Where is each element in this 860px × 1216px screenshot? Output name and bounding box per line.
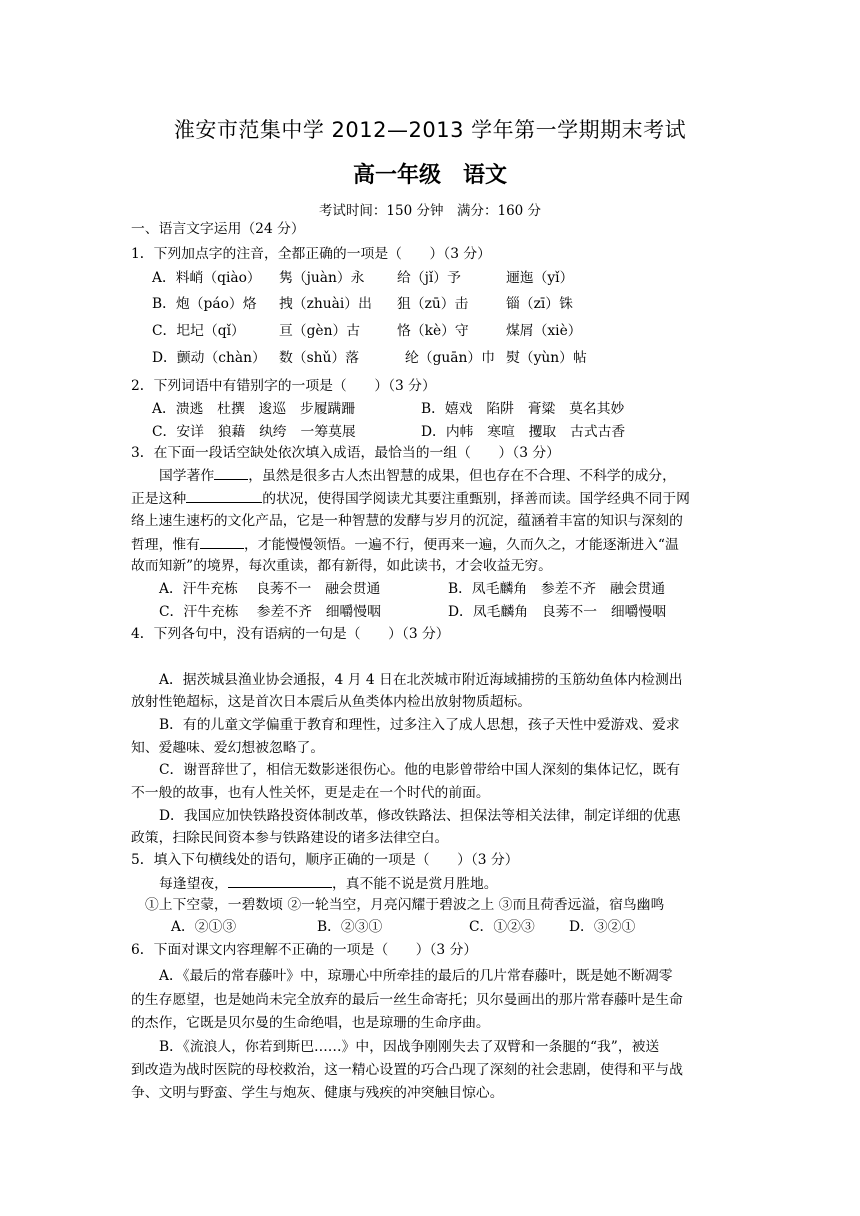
q5-choices: ①上下空蒙，一碧数顷 ②一轮当空，月亮闪耀于碧波之上 ③而且荷香远溢，宿鸟幽鸣 (145, 897, 665, 913)
q6-option-b: B．《流浪人，你若到斯巴……》中，因战争刚刚失去了双臂和一条腿的“我”，被送 (159, 1039, 660, 1055)
fill-blank (214, 467, 248, 480)
q6-option-a: A．《最后的常春藤叶》中，琼珊心中所牵挂的最后的几片常春藤叶，既是她不断凋零 (159, 968, 673, 984)
fill-blank (186, 490, 262, 503)
q1-row-b (152, 296, 712, 312)
fill-blank (228, 875, 332, 888)
q1-d-4: 熨（yùn）帖 (506, 350, 587, 366)
q3-option-c: C．汗牛充栋 参差不齐 细嚼慢咽 (159, 604, 381, 620)
q1-b-1: B．炮（páo）烙 (152, 296, 257, 312)
q1-a-2: 隽（juàn）永 (279, 270, 365, 286)
q4-option-a: A．据茨城县渔业协会通报，4 月 4 日在北茨城市附近海域捕捞的玉筋幼鱼体内检测出 (159, 672, 683, 688)
exam-meta: 考试时间：150 分钟 满分：160 分 (318, 203, 542, 219)
q3-text: ，才能慢慢领悟。一遍不行，便再来一遍，久而久之，才能逐渐进入“温 (243, 537, 679, 553)
q1-stem: 1．下列加点字的注音，全都正确的一项是（ ）（3 分） (131, 246, 491, 262)
q3-option-a: A．汗牛充栋 良莠不一 融会贯通 (159, 581, 381, 597)
q6-option-b-cont1: 到改造为战时医院的母校救治，这一精心设置的巧合凸现了深刻的社会悲剧，使得和平与战 (131, 1062, 683, 1078)
q4-option-c-cont: 不一般的故事，也有人性关怀，更是走在一个时代的前面。 (131, 785, 490, 801)
q2-option-c: C．安详 狼藉 纨绔 一筹莫展 (152, 424, 356, 440)
q3-para-line2 (131, 490, 690, 507)
q3-stem: 3．在下面一段话空缺处依次填入成语，最恰当的一组（ ）（3 分） (131, 445, 560, 461)
q6-option-a-cont2: 的杰作，它既是贝尔曼的生命绝唱，也是琼珊的生命序曲。 (131, 1015, 490, 1031)
q1-row-c (152, 323, 712, 339)
q5-option-d: D．③②① (569, 919, 636, 935)
q6-option-b-cont2: 争、文明与野蛮、学生与炮灰、健康与残疾的冲突触目惊心。 (131, 1085, 504, 1101)
q1-c-4: 煤屑（xiè） (506, 323, 582, 339)
q3-para-line4 (131, 536, 679, 553)
q5-sentence (159, 875, 498, 892)
q1-c-3: 恪（kè）守 (397, 323, 469, 339)
q3-para-line1 (159, 467, 676, 484)
q4-option-b: B．有的儿童文学偏重于教育和理性，过多注入了成人思想，孩子天性中爱游戏、爱求 (159, 717, 680, 733)
q3-text: 的状况，使得国学阅读尤其要注重甄别，择善而读。国学经典不同于网 (262, 491, 690, 507)
q1-row-d (152, 350, 712, 366)
q4-stem: 4．下列各句中，没有语病的一句是（ ）（3 分） (131, 626, 450, 642)
q5-stem: 5．填入下句横线处的语句，顺序正确的一项是（ ）（3 分） (131, 852, 519, 868)
q3-text: 正是这种 (131, 491, 187, 507)
q2-stem: 2．下列词语中有错别字的一项是（ ）（3 分） (131, 378, 436, 394)
q4-option-d: D．我国应加快铁路投资体制改革，修改铁路法、担保法等相关法律，制定详细的优惠 (159, 808, 681, 824)
q1-c-1: C．圯圮（qǐ） (152, 323, 245, 339)
exam-title: 淮安市范集中学 2012—2013 学年第一学期期末考试 (173, 118, 687, 142)
q2-option-d: D．内帏 寒喧 攫取 古式古香 (421, 424, 626, 440)
q3-para-line5: 故而知新”的境界，每次重读，都有新得，如此读书，才会收益无穷。 (131, 558, 552, 574)
q5-option-b: B．②③① (317, 919, 383, 935)
section-heading: 一、语言文字运用（24 分） (131, 221, 305, 237)
q6-option-a-cont1: 的生存愿望，也是她尚未完全放弃的最后一丝生命寄托；贝尔曼画出的那片常春藤叶是生命 (131, 992, 683, 1008)
q5-text: 每逢望夜， (159, 876, 228, 892)
q3-option-d: D．凤毛麟角 良莠不一 细嚼慢咽 (448, 604, 667, 620)
fill-blank (200, 536, 244, 549)
q1-a-4: 逦迤（yǐ） (506, 270, 574, 286)
q3-text: 哲理，惟有 (131, 537, 200, 553)
q1-a-3: 给（jǐ）予 (397, 270, 461, 286)
q1-b-3: 狙（zū）击 (397, 296, 469, 312)
q3-option-b: B．凤毛麟角 参差不齐 融会贯通 (448, 581, 666, 597)
q1-d-3: 纶（guān）巾 (405, 350, 496, 366)
q4-option-a-cont: 放射性铯超标，这是首次日本震后从鱼类体内检出放射物质超标。 (131, 694, 532, 710)
q3-text: ，虽然是很多古人杰出智慧的成果，但也存在不合理、不科学的成分， (248, 468, 676, 484)
q4-option-d-cont: 政策，扫除民间资本参与铁路建设的诸多法律空白。 (131, 830, 449, 846)
q1-b-2: 拽（zhuài）出 (279, 296, 372, 312)
q2-option-a: A．溃逃 杜撰 逡巡 步履蹒跚 (152, 401, 356, 417)
q1-d-2: 数（shǔ）落 (279, 350, 360, 366)
q1-b-4: 锱（zī）铢 (506, 296, 573, 312)
q1-c-2: 亘（gèn）古 (279, 323, 361, 339)
q6-stem: 6．下面对课文内容理解不正确的一项是（ ）（3 分） (131, 942, 478, 958)
q5-option-a: A．②①③ (171, 919, 237, 935)
q3-para-line3: 络上速生速朽的文化产品，它是一种智慧的发酵与岁月的沉淀，蕴涵着丰富的知识与深刻的 (131, 513, 683, 529)
q1-a-1: A．料峭（qiào） (152, 270, 261, 286)
q3-text: 国学著作 (159, 468, 215, 484)
q5-text: ，真不能不说是赏月胜地。 (331, 876, 498, 892)
exam-subtitle: 高一年级 语文 (352, 163, 507, 188)
q4-option-c: C．谢晋辞世了，相信无数影迷很伤心。他的电影曾带给中国人深刻的集体记忆，既有 (159, 762, 681, 778)
q1-row-a (152, 270, 712, 286)
q4-option-b-cont: 知、爱趣味、爱幻想被忽略了。 (131, 740, 325, 756)
q1-d-1: D．颤动（chàn） (152, 350, 266, 366)
q2-option-b: B．嬉戏 陷阱 膏粱 莫名其妙 (421, 401, 625, 417)
q5-option-c: C．①②③ (469, 919, 535, 935)
